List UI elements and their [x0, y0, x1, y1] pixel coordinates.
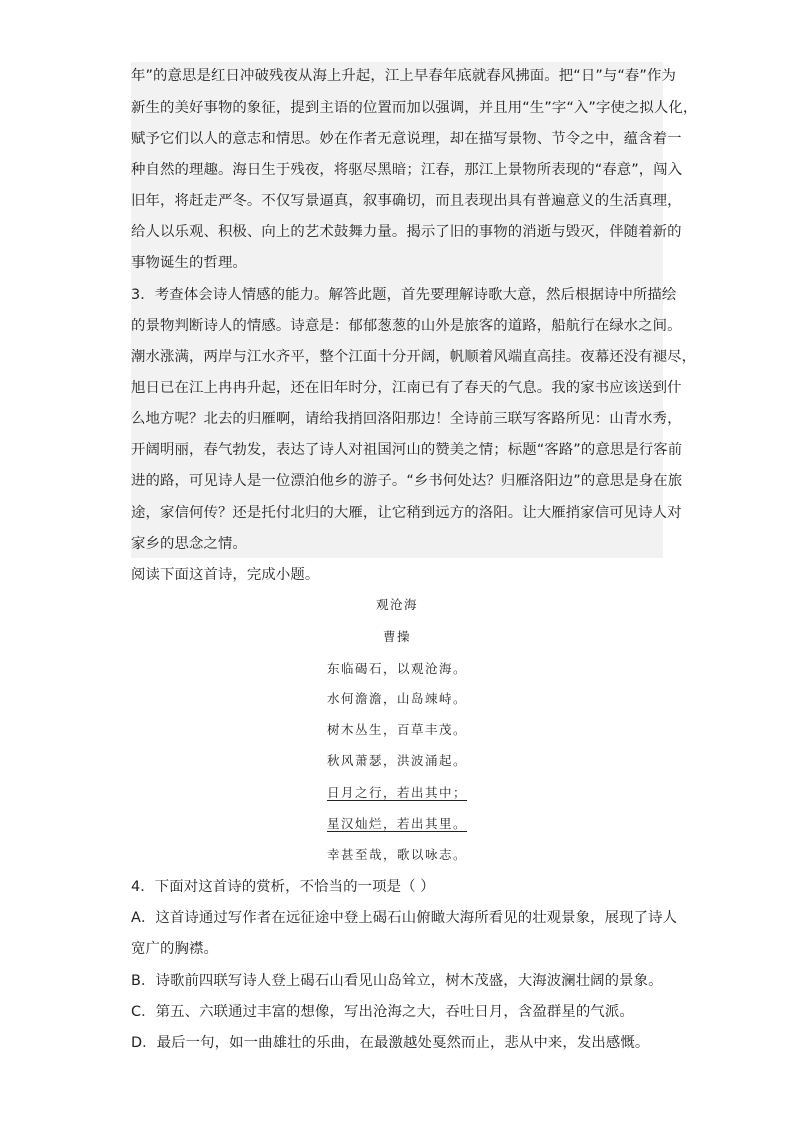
- poem-line: 东临碣石，以观沧海。: [326, 661, 467, 676]
- analysis-2-line: 赋予它们以人的意志和情思。妙在作者无意说理，却在描写景物、节令之中，蕴含着一: [131, 131, 682, 147]
- option-b: B．诗歌前四联写诗人登上碣石山看见山岛耸立，树木茂盛，大海波澜壮阔的景象。: [131, 973, 663, 989]
- analysis-2-line: 旧年，将赶走严冬。不仅写景逼真，叙事确切，而且表现出具有普遍意义的生活真理，: [131, 193, 682, 209]
- option-a: A．这首诗通过写作者在远征途中登上碣石山俯瞰大海所看见的壮观景象，展现了诗人: [131, 910, 678, 926]
- poem-line-underlined: [0, 815, 794, 833]
- analysis-3-line: 旭日已在江上冉冉升起，还在旧年时分，江南已有了春天的气息。我的家书应该送到什: [131, 380, 682, 396]
- analysis-3-line: 3．考查体会诗人情感的能力。解答此题，首先要理解诗歌大意，然后根据诗中所描绘: [131, 287, 677, 303]
- poem-line: 秋风萧瑟，洪波涌起。: [326, 753, 467, 768]
- poem-author: 曹操: [382, 629, 411, 644]
- analysis-3-line: 潮水涨满，两岸与江水齐平，整个江面十分开阔，帆顺着风端直高挂。夜幕还没有褪尽，: [131, 349, 697, 365]
- poem-line-underlined: [0, 784, 794, 802]
- analysis-3-line: 家乡的思念之情。: [131, 536, 247, 552]
- option-c: C．第五、六联通过丰富的想像，写出沧海之大，吞吐日月，含盈群星的气派。: [131, 1004, 634, 1020]
- poem-title: 观沧海: [375, 597, 418, 612]
- poem-line-underlined-text: 星汉灿烂，若出其里。: [326, 816, 467, 831]
- poem-line-underlined-text: 日月之行，若出其中；: [326, 785, 467, 800]
- poem-line: 树木丛生，百草丰茂。: [326, 722, 467, 737]
- analysis-2-line: 年”的意思是红日冲破残夜从海上升起，江上早春年底就春风拂面。把“日”与“春”作为: [131, 68, 676, 84]
- analysis-3-line: 开阔明丽，春气勃发，表达了诗人对祖国河山的赞美之情；标题“客路”的意思是行客前: [131, 442, 683, 458]
- analysis-2-line: 给人以乐观、积极、向上的艺术鼓舞力量。揭示了旧的事物的消逝与毁灭，伴随着新的: [131, 224, 682, 240]
- analysis-2-line: 事物诞生的哲理。: [131, 255, 247, 271]
- option-a-cont: 宽广的胸襟。: [131, 941, 218, 957]
- poem-line: 幸甚至哉，歌以咏志。: [326, 847, 467, 862]
- analysis-3-line: 途，家信何传？还是托付北归的大雁，让它稍到远方的洛阳。让大雁捎家信可见诗人对: [131, 505, 682, 521]
- option-d: D．最后一句，如一曲雄壮的乐曲，在最激越处戛然而止，悲从中来，发出感慨。: [131, 1035, 650, 1051]
- analysis-2-line: 新生的美好事物的象征，提到主语的位置而加以强调，并且用“生”字“入”字使之拟人化，: [131, 100, 698, 116]
- poem-line: 水何澹澹，山岛竦峙。: [326, 691, 467, 706]
- analysis-3-line: 进的路，可见诗人是一位漂泊他乡的游子。“乡书何处达？归雁洛阳边”的意思是身在旅: [131, 473, 683, 489]
- question-stem: 4．下面对这首诗的赏析，不恰当的一项是（ ）: [131, 879, 435, 895]
- reading-instruction: 阅读下面这首诗，完成小题。: [131, 567, 320, 583]
- analysis-2-line: 种自然的理趣。海日生于残夜，将驱尽黑暗；江春，那江上景物所表现的“春意”，闯入: [131, 162, 683, 178]
- analysis-3-line: 么地方呢？北去的归雁啊，请给我捎回洛阳那边！全诗前三联写客路所见：山青水秀，: [131, 411, 682, 427]
- analysis-3-line: 的景物判断诗人的情感。诗意是：郁郁葱葱的山外是旅客的道路，船航行在绿水之间。: [131, 318, 682, 334]
